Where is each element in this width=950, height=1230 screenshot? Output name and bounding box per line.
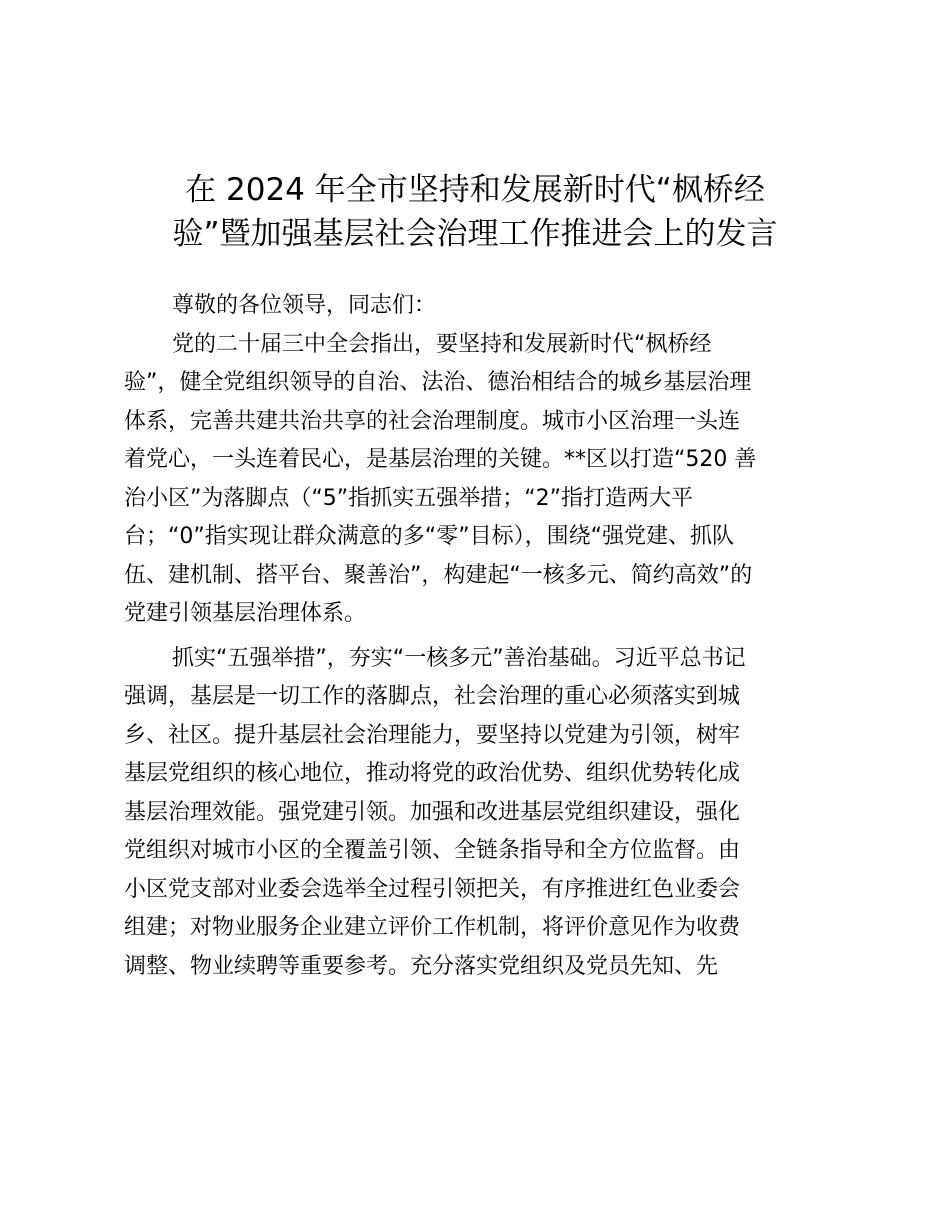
salutation-text: 尊敬的各位领导，同志们：	[172, 293, 437, 318]
paragraph-line: 治小区”为落脚点（“5”指抓实五强举措；“2”指打造两大平	[124, 485, 693, 511]
paragraph-line: 小区党支部对业委会选举全过程引领把关，有序推进红色业委会	[124, 876, 741, 902]
paragraph-line: 伍、建机制、搭平台、聚善治”，构建起“一核多元、简约高效”的	[124, 562, 753, 588]
paragraph-line: 乡、社区。提升基层社会治理能力，要坚持以党建为引领，树牢	[124, 722, 741, 748]
paragraph-1	[124, 326, 844, 634]
paragraph-line: 着党心，一头连着民心，是基层治理的关键。**区以打造“520 善	[124, 447, 757, 472]
paragraph-line: 基层治理效能。强党建引领。加强和改进基层党组织建设，强化	[124, 799, 741, 825]
paragraph-line: 抓实“五强举措”，夯实“一核多元”善治基础。习近平总书记	[172, 645, 746, 671]
paragraph-line: 组建；对物业服务企业建立评价工作机制，将评价意见作为收费	[124, 915, 741, 940]
paragraph-line: 强调，基层是一切工作的落脚点，社会治理的重心必须落实到城	[124, 684, 741, 709]
paragraph-line: 台；“0”指实现让群众满意的多“零”目标），围绕“强党建、抓队	[124, 524, 734, 549]
title-line-1: 在 2024 年全市坚持和发展新时代“枫桥经	[185, 172, 765, 208]
paragraph-2	[124, 640, 844, 987]
paragraph-line: 体系，完善共建共治共享的社会治理制度。城市小区治理一头连	[124, 408, 741, 434]
document-title	[0, 168, 950, 256]
paragraph-line: 党的二十届三中全会指出，要坚持和发展新时代“枫桥经	[172, 331, 712, 357]
title-line-2: 验”暨加强基层社会治理工作推进会上的发言	[172, 216, 778, 252]
paragraph-line: 党建引领基层治理体系。	[124, 601, 367, 626]
paragraph-line: 验”，健全党组织领导的自治、法治、德治相结合的城乡基层治理	[124, 370, 752, 395]
paragraph-line: 基层党组织的核心地位，推动将党的政治优势、组织优势转化成	[124, 761, 741, 786]
document-body	[124, 287, 844, 986]
paragraph-line: 调整、物业续聘等重要参考。充分落实党组织及党员先知、先	[124, 953, 719, 979]
salutation	[124, 287, 844, 326]
paragraph-line: 党组织对城市小区的全覆盖引领、全链条指导和全方位监督。由	[124, 838, 741, 863]
